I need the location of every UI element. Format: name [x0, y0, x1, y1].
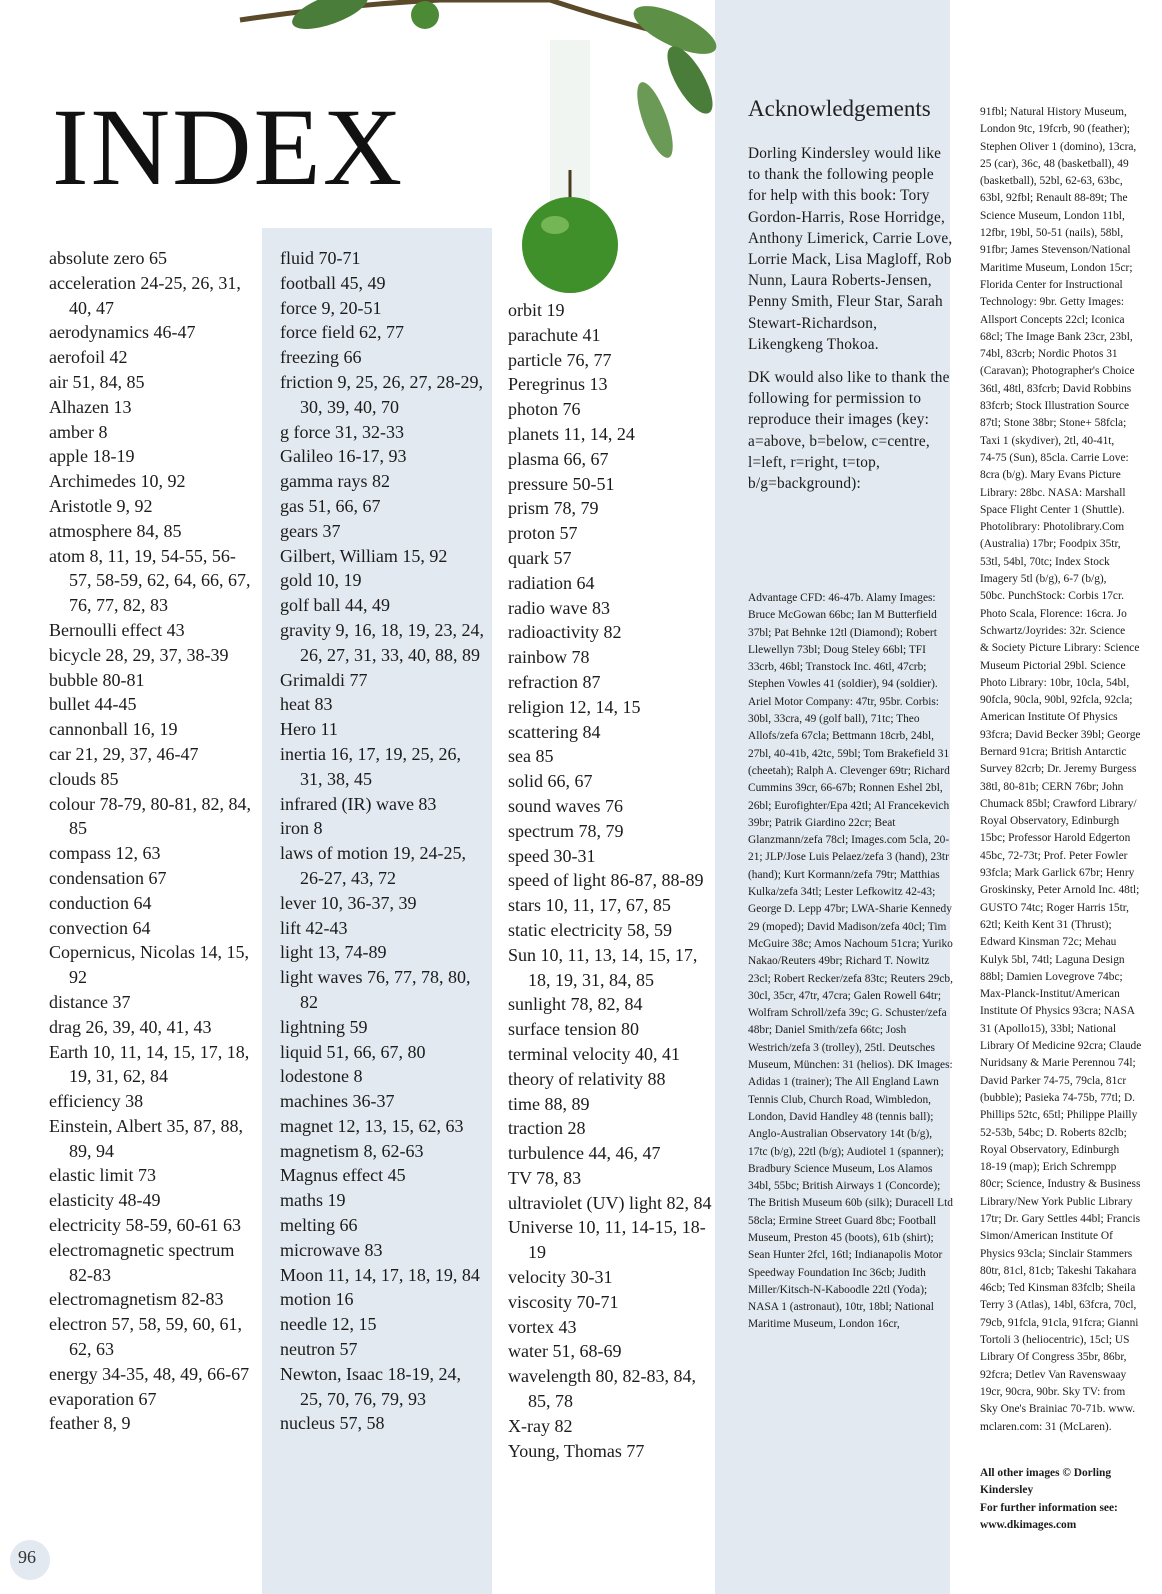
- credit-line: 15bc; Professor Harold Edgerton: [980, 832, 1131, 845]
- index-entry: microwave 83: [280, 1239, 383, 1260]
- credit-line: Royal Observatory, Edinburgh: [980, 1143, 1120, 1156]
- index-entry: machines 36-37: [280, 1091, 395, 1112]
- index-entry: pressure 50-51: [508, 473, 615, 494]
- footer-line: For further information see:: [980, 1501, 1118, 1514]
- index-entry: time 88, 89: [508, 1093, 590, 1114]
- index-entry: light waves 76, 77, 78, 80, 82: [280, 967, 471, 1012]
- credit-line: 83fcrb; Stock Illustration Source: [980, 400, 1129, 413]
- credit-line: (Australia) 17br; Foodpix 35tr,: [980, 538, 1121, 551]
- index-entry: velocity 30-31: [508, 1267, 613, 1288]
- credit-line: Chumack 85bl; Crawford Library/: [980, 797, 1137, 810]
- index-entry: wavelength 80, 82-83, 84, 85, 78: [508, 1366, 696, 1412]
- index-entry: Universe 10, 11, 14-15, 18-19: [508, 1217, 706, 1263]
- credit-line: 74bl, 83crb; Nordic Photos 31: [980, 348, 1118, 361]
- index-entry: water 51, 68-69: [508, 1341, 622, 1362]
- index-entry: electron 57, 58, 59, 60, 61, 62, 63: [49, 1314, 242, 1360]
- acknowledgements-title: Acknowledgements: [748, 96, 931, 121]
- index-entry: bullet 44-45: [49, 694, 137, 715]
- index-entry: Copernicus, Nicolas 14, 15, 92: [49, 942, 249, 988]
- index-entry: particle 76, 77: [508, 349, 612, 370]
- credit-line: Technology: 9br. Getty Images:: [980, 296, 1125, 309]
- green-apple: [522, 197, 618, 293]
- picture-credits: Advantage CFD: 46-47b. Alamy Images: Bruce McGowan 66bc; Ian M Butterfield 37bl; Pat Behnke 12tl (Diamond); Robert Llewellyn 73bl; Doug Steley 66bl; TFI 33crb, 46bl; Transtock Inc. 46tl, 47crb; Stephen Vowles 41 (soldier), 94 (soldier). Ariel Motor Company: 47tr, 95br. Corbis: 30bl, 33cra, 49 (golf ball), 71tc; Theo Allofs/zefa 67cla; Bettmann 18crb, 24bl, 27bl, 40-41b, 42tc, 59bl; Tom Brakefield 31 (cheetah); Ralph A. Clevenger 69tr; Richard Cummins 39cr, 66-67b; Ronnen Eshel 2bl, 26bl; Eurofighter/Epa 42tl; Al Francekevich 39br; Patrik Giardino 22cr; Beat Glanzmann/zefa 78cl; Images.com 5cla, 20-21; JLP/Jose Luis Pelaez/zefa 3 (hand), 23tr (hand); Kurt Kormann/zefa 79tr; Matthias Kulka/zefa 34tl; Lester Lefkowitz 42-43; George D. Lepp 47br; LWA-Sharie Kennedy 29 (moped); David Madison/zefa 40cl; Tim McGuire 38c; Amos Nachoum 51cra; Yuriko Nakao/Reuters 49br; Richard T. Nowitz 23cl; Robert Recker/zefa 83tc; Reuters 29cb, 30cl, 35cr, 47tr, 47cra; Galen Rowell 64tr; Wolfram Schroll/zefa 39c; G. Schuster/zefa 48br; Daniel Smith/zefa 66tc; Josh Westrich/zefa 3 (trolley), 25tl. Deutsches Museum, München: 31 (helios). DK Images: Adidas 1 (trainer); The All England Lawn Tennis Club, Church Road, Wimbledon, London, David Handley 48 (tennis ball); Anglo-Australian Observatory 14t (b/g), 17tc (b/g), 22tl (b/g); Audiotel 1 (spanner); Bradbury Science Museum, Los Alamos 34bl, 55bc; British Airways 1 (Concorde); The British Museum 60b (silk); Duracell Ltd 58cla; Ermine Street Guard 8bc; Football Museum, Preston 45 (boots), 61b (shirt); Sean Hunter 2fcl, 16tl; Indianapolis Motor Speedway Foundation Inc 36cb; Judith Miller/Kitsch-N-Kaboodle 22tl (Yoda); NASA 1 (astronaut), 10tr, 18bl; National Maritime Museum, London 16cr,: [748, 592, 953, 1331]
- credit-line: 90fcla, 90cla, 90bl, 92fcla, 92cla;: [980, 694, 1133, 707]
- credit-line: mclaren.com: 31 (McLaren).: [980, 1420, 1112, 1433]
- index-entry: Alhazen 13: [49, 396, 132, 417]
- index-entry: sound waves 76: [508, 795, 623, 816]
- index-entry: Grimaldi 77: [280, 669, 368, 690]
- index-entry: football 45, 49: [280, 272, 386, 293]
- index-entry: stars 10, 11, 17, 67, 85: [508, 895, 671, 916]
- credit-line: GUSTO 74tc; Roger Harris 15tr,: [980, 901, 1129, 914]
- index-entry: refraction 87: [508, 671, 601, 692]
- index-entry: efficiency 38: [49, 1091, 144, 1112]
- index-entry: elastic limit 73: [49, 1165, 156, 1186]
- index-entry: g force 31, 32-33: [280, 421, 404, 442]
- index-entry: sunlight 78, 82, 84: [508, 994, 643, 1015]
- credit-line: London 9tc, 19fcrb, 90 (feather);: [980, 123, 1130, 136]
- small-apple: [411, 1, 439, 29]
- index-entry: inertia 16, 17, 19, 25, 26, 31, 38, 45: [280, 743, 461, 789]
- index-entry: scattering 84: [508, 721, 601, 742]
- leaf-shape: [288, 0, 373, 37]
- credit-line: 53tl, 54bl, 70tc; Index Stock: [980, 555, 1110, 568]
- index-entry: nucleus 57, 58: [280, 1413, 385, 1434]
- credit-line: 68cl; The Image Bank 23cr, 23bl,: [980, 330, 1133, 343]
- credit-line: (bubble); Pasieka 74-75b, 77tl; D.: [980, 1091, 1136, 1104]
- credit-line: 38tl, 80-81b; CERN 76br; John: [980, 780, 1124, 793]
- credit-line: 91fbr; James Stevenson/National: [980, 244, 1131, 257]
- credit-line: & Society Picture Library: Science: [980, 642, 1140, 655]
- index-entry: rainbow 78: [508, 647, 590, 668]
- credit-line: Library/New York Public Library: [980, 1195, 1133, 1208]
- credit-line: 18-19 (map); Erich Schrempp: [980, 1161, 1117, 1174]
- credit-line: Photolibrary: Photolibrary.Com: [980, 521, 1125, 534]
- index-entry: Peregrinus 13: [508, 374, 608, 395]
- index-entry: aerofoil 42: [49, 347, 128, 368]
- index-entry: evaporation 67: [49, 1388, 157, 1409]
- index-column: [508, 298, 713, 1463]
- index-entry: ultraviolet (UV) light 82, 84: [508, 1192, 712, 1213]
- index-entry: Aristotle 9, 92: [49, 495, 153, 516]
- index-entry: Archimedes 10, 92: [49, 471, 186, 492]
- credit-line: Stephen Oliver 1 (domino), 13cra,: [980, 140, 1137, 153]
- index-entry: Sun 10, 11, 13, 14, 15, 17, 18, 19, 31, 84, 85: [508, 944, 698, 990]
- index-entry: air 51, 84, 85: [49, 371, 145, 392]
- index-entry: viscosity 70-71: [508, 1291, 619, 1312]
- index-entry: melting 66: [280, 1215, 358, 1236]
- credit-line: 91fbl; Natural History Museum,: [980, 106, 1127, 118]
- index-entry: proton 57: [508, 523, 578, 544]
- index-entry: freezing 66: [280, 347, 362, 368]
- credit-line: Tortoli 3 (heliocentric), 15cl; US: [980, 1334, 1130, 1347]
- index-entry: motion 16: [280, 1289, 354, 1310]
- credit-line: 46cb; Ted Kinsman 83fclb; Sheila: [980, 1282, 1136, 1295]
- index-entry: lift 42-43: [280, 917, 348, 938]
- credit-line: Terry 3 (Atlas), 14bl, 63fcra, 70cl,: [980, 1299, 1137, 1312]
- index-entry: magnet 12, 13, 15, 62, 63: [280, 1115, 464, 1136]
- index-entry: maths 19: [280, 1190, 346, 1211]
- index-entry: lodestone 8: [280, 1066, 363, 1087]
- index-entry: energy 34-35, 48, 49, 66-67: [49, 1363, 250, 1384]
- credit-line: 36tl, 48tl, 83fcrb; David Robbins: [980, 382, 1132, 395]
- index-entry: magnetism 8, 62-63: [280, 1140, 424, 1161]
- permission-paragraph: DK would also like to thank the following for permission to reproduce their images (key: a=above, b=below, c=centre, l=left, r=right, t=top, b/g=background):: [748, 369, 950, 493]
- index-entry: light 13, 74-89: [280, 942, 387, 963]
- index-entry: absolute zero 65: [49, 248, 167, 268]
- index-entry: clouds 85: [49, 768, 119, 789]
- index-entry: photon 76: [508, 399, 581, 420]
- credit-line: 87tl; Stone 38br; Stone+ 58fcla;: [980, 417, 1127, 430]
- credit-line: 19cr, 90cra, 90br. Sky TV: from: [980, 1385, 1126, 1398]
- index-entry: compass 12, 63: [49, 843, 161, 864]
- index-entry: gas 51, 66, 67: [280, 495, 381, 516]
- credit-line: Science Museum, London 11bl,: [980, 209, 1125, 222]
- acknowledgements-footer: [980, 1465, 1162, 1534]
- index-entry: Newton, Isaac 18-19, 24, 25, 70, 76, 79, 93: [280, 1363, 461, 1409]
- credit-line: Schwartz/Joyrides: 32r. Science: [980, 624, 1126, 637]
- index-entry: amber 8: [49, 421, 108, 442]
- footer-line: www.dkimages.com: [980, 1518, 1077, 1531]
- index-entry: drag 26, 39, 40, 41, 43: [49, 1016, 212, 1037]
- credit-line: 79cb, 91fcla, 91cla, 91fcra; Gianni: [980, 1316, 1139, 1329]
- index-entry: infrared (IR) wave 83: [280, 793, 437, 814]
- credit-line: 74-75 (Sun), 85cla. Carrie Love:: [980, 451, 1129, 464]
- index-entry: radiation 64: [508, 572, 595, 593]
- index-entry: distance 37: [49, 991, 131, 1012]
- index-entry: feather 8, 9: [49, 1413, 131, 1434]
- index-entry: convection 64: [49, 917, 151, 938]
- credit-line: Museum Pictorial 29bl. Science: [980, 659, 1126, 672]
- credit-line: Simon/American Institute Of: [980, 1230, 1113, 1243]
- index-entry: spectrum 78, 79: [508, 820, 624, 841]
- picture-credits-continued: [980, 104, 1162, 1436]
- index-entry: radioactivity 82: [508, 622, 622, 643]
- index-entry: heat 83: [280, 694, 333, 715]
- credit-line: Sky One's Brainiac 70-71b. www.: [980, 1403, 1136, 1416]
- credit-line: 88bl; Damien Lovegrove 74bc;: [980, 970, 1123, 983]
- credit-line: 25 (car), 36c, 48 (basketball), 49: [980, 157, 1129, 170]
- index-entry: Magnus effect 45: [280, 1165, 406, 1186]
- leaf-shape: [630, 78, 680, 161]
- credit-line: Bernard 91cra; British Antarctic: [980, 745, 1127, 758]
- index-entry: Bernoulli effect 43: [49, 619, 185, 640]
- index-entry: religion 12, 14, 15: [508, 696, 641, 717]
- index-entry: turbulence 44, 46, 47: [508, 1143, 661, 1164]
- credit-line: 92fcra; Detlev Van Ravenswaay: [980, 1368, 1127, 1381]
- index-entry: gravity 9, 16, 18, 19, 23, 24, 26, 27, 31, 33, 40, 88, 89: [280, 619, 484, 665]
- index-entry: speed of light 86-87, 88-89: [508, 870, 704, 891]
- index-entry: electromagnetic spectrum 82-83: [49, 1239, 235, 1285]
- index-entry: Galileo 16-17, 93: [280, 446, 407, 467]
- index-entry: Young, Thomas 77: [508, 1440, 645, 1461]
- index-entry: Earth 10, 11, 14, 15, 17, 18, 19, 31, 62, 84: [49, 1041, 250, 1087]
- index-entry: colour 78-79, 80-81, 82, 84, 85: [49, 793, 251, 839]
- credit-line: Royal Observatory, Edinburgh: [980, 815, 1120, 828]
- credit-line: 45bc, 72-73t; Prof. Peter Fowler: [980, 849, 1128, 862]
- credit-line: Florida Center for Instructional: [980, 278, 1123, 291]
- credit-line: Space Flight Center 1 (Shuttle).: [980, 503, 1125, 516]
- credit-line: David Parker 74-75, 79cla, 81cr: [980, 1074, 1127, 1087]
- index-entry: force 9, 20-51: [280, 297, 382, 318]
- credit-line: Phillips 52tc, 65tl; Philippe Plailly: [980, 1109, 1138, 1122]
- index-entry: electricity 58-59, 60-61 63: [49, 1215, 241, 1236]
- credit-line: (Caravan); Photographer's Choice: [980, 365, 1135, 378]
- index-entry: gold 10, 19: [280, 570, 362, 591]
- index-entry: neutron 57: [280, 1339, 358, 1360]
- index-entry: terminal velocity 40, 41: [508, 1043, 680, 1064]
- credit-line: Library Of Medicine 92cra; Claude: [980, 1040, 1142, 1053]
- index-entry: solid 66, 67: [508, 771, 593, 792]
- credit-line: Imagery 5tl (b/g), 6-7 (b/g),: [980, 573, 1107, 586]
- credit-line: 31 (Apollo15), 33bl; National: [980, 1022, 1117, 1035]
- page-number: 96: [18, 1547, 36, 1567]
- index-entry: Moon 11, 14, 17, 18, 19, 84: [280, 1264, 480, 1285]
- index-entry: lightning 59: [280, 1016, 368, 1037]
- index-entry: plasma 66, 67: [508, 448, 609, 469]
- credit-line: Library: 28bc. NASA: Marshall: [980, 486, 1126, 499]
- credit-line: Nuridsany & Marie Perennou 74l;: [980, 1057, 1136, 1070]
- credit-line: Library Of Congress 35br, 86br,: [980, 1351, 1127, 1364]
- index-entry: car 21, 29, 37, 46-47: [49, 743, 199, 764]
- credit-line: 12fbr, 19bl, 50-51 (nails), 58bl,: [980, 227, 1124, 240]
- index-entry: TV 78, 83: [508, 1167, 582, 1188]
- index-entry: conduction 64: [49, 892, 152, 913]
- index-entry: speed 30-31: [508, 845, 596, 866]
- credit-line: 17tr; Dr. Gary Settles 44bl; Francis: [980, 1213, 1141, 1225]
- credit-line: Physics 93cla; Sinclair Stammers: [980, 1247, 1133, 1260]
- credit-line: 8cra (b/g). Mary Evans Picture: [980, 469, 1121, 482]
- index-entry: condensation 67: [49, 867, 167, 888]
- index-entry: electromagnetism 82-83: [49, 1289, 224, 1310]
- thanks-paragraph: Dorling Kindersley would like to thank the following people for help with this book: Tory Gordon-Harris, Rose Horridge, Anthony Limerick, Carrie Love, Lorrie Mack, Lisa Magloff, Rob Nunn, Laura Roberts-Jensen, Penny Smith, Fleur Star, Sarah Stewart-Richardson, Likengkeng Thokoa.: [748, 145, 953, 353]
- credit-line: 63bl, 92fbl; Renault 88-89t; The: [980, 192, 1128, 205]
- page-title: INDEX: [52, 86, 405, 208]
- credit-line: Photo Scala, Florence: 16cra. Jo: [980, 607, 1127, 620]
- index-entry: force field 62, 77: [280, 322, 404, 343]
- credit-line: Maritime Museum, London 15cr;: [980, 261, 1133, 274]
- index-entry: atmosphere 84, 85: [49, 520, 182, 541]
- footer-line: All other images © Dorling: [980, 1467, 1112, 1479]
- index-entry: iron 8: [280, 818, 323, 839]
- index-entry: parachute 41: [508, 324, 601, 345]
- index-entry: Hero 11: [280, 719, 338, 740]
- credit-line: Photo Library: 10br, 10cla, 54bl,: [980, 676, 1130, 689]
- index-entry: sea 85: [508, 746, 554, 767]
- credit-line: Edward Kinsman 72c; Mehau: [980, 936, 1117, 949]
- index-entry: atom 8, 11, 19, 54-55, 56-57, 58-59, 62, 64, 66, 67, 76, 77, 82, 83: [49, 545, 251, 616]
- credit-line: Max-Planck-Institut/American: [980, 988, 1120, 1001]
- credit-line: Groskinsky, Peter Arnold Inc. 48tl;: [980, 884, 1140, 897]
- index-entry: elasticity 48-49: [49, 1190, 161, 1211]
- credit-line: American Institute Of Physics: [980, 711, 1118, 724]
- credit-line: 93fcla; Mark Garlick 67br; Henry: [980, 867, 1135, 880]
- index-entry: cannonball 16, 19: [49, 719, 178, 740]
- index-entry: needle 12, 15: [280, 1314, 377, 1335]
- index-entry: aerodynamics 46-47: [49, 322, 196, 343]
- index-column: [280, 246, 485, 1436]
- footer-line: Kindersley: [980, 1484, 1034, 1497]
- credit-line: (basketball), 52bl, 62-63, 63bc,: [980, 175, 1123, 188]
- index-entry: golf ball 44, 49: [280, 595, 390, 616]
- credit-line: 52-53b, 54bc; D. Roberts 82clb;: [980, 1126, 1127, 1139]
- index-entry: static electricity 58, 59: [508, 919, 672, 940]
- index-entry: radio wave 83: [508, 597, 610, 618]
- acknowledgements-intro: [748, 143, 953, 506]
- index-entry: Gilbert, William 15, 92: [280, 545, 448, 566]
- index-entry: laws of motion 19, 24-25, 26-27, 43, 72: [280, 843, 466, 888]
- index-entry: quark 57: [508, 547, 572, 568]
- index-entry: Einstein, Albert 35, 87, 88, 89, 94: [49, 1115, 243, 1161]
- credit-line: 62tl; Keith Kent 31 (Thrust);: [980, 918, 1112, 931]
- index-entry: vortex 43: [508, 1316, 577, 1337]
- index-entry: planets 11, 14, 24: [508, 423, 635, 444]
- index-entry: bubble 80-81: [49, 669, 145, 690]
- credit-line: Survey 82crb; Dr. Jeremy Burgess: [980, 763, 1137, 776]
- index-entry: traction 28: [508, 1118, 586, 1139]
- credit-line: 93fcra; David Becker 39bl; George: [980, 728, 1141, 741]
- credit-line: Kulyk 5bl, 74tl; Laguna Design: [980, 953, 1125, 966]
- credit-line: 80cr; Science, Industry & Business: [980, 1178, 1141, 1191]
- index-entry: surface tension 80: [508, 1019, 639, 1040]
- index-entry: bicycle 28, 29, 37, 38-39: [49, 644, 229, 665]
- credit-line: 80tr, 81cl, 81cb; Takeshi Takahara: [980, 1264, 1137, 1277]
- index-entry: friction 9, 25, 26, 27, 28-29, 30, 39, 40, 70: [280, 371, 483, 417]
- index-column: [49, 246, 254, 1436]
- index-entry: prism 78, 79: [508, 498, 599, 519]
- index-entry: theory of relativity 88: [508, 1068, 666, 1089]
- credit-line: 50bc. PunchStock: Corbis 17cr.: [980, 590, 1124, 603]
- index-entry: liquid 51, 66, 67, 80: [280, 1041, 426, 1062]
- index-entry: acceleration 24-25, 26, 31, 40, 47: [49, 272, 241, 318]
- index-entry: X-ray 82: [508, 1415, 573, 1436]
- credit-line: Taxi 1 (skydiver), 2tl, 40-41t,: [980, 434, 1115, 447]
- index-entry: apple 18-19: [49, 446, 135, 467]
- credit-line: Allsport Concepts 22cl; Iconica: [980, 313, 1125, 326]
- index-entry: gears 37: [280, 520, 341, 541]
- index-entry: gamma rays 82: [280, 471, 390, 492]
- index-entry: fluid 70-71: [280, 248, 361, 268]
- index-entry: lever 10, 36-37, 39: [280, 892, 417, 913]
- credit-line: Institute Of Physics 93cra; NASA: [980, 1005, 1136, 1018]
- index-entry: orbit 19: [508, 300, 565, 320]
